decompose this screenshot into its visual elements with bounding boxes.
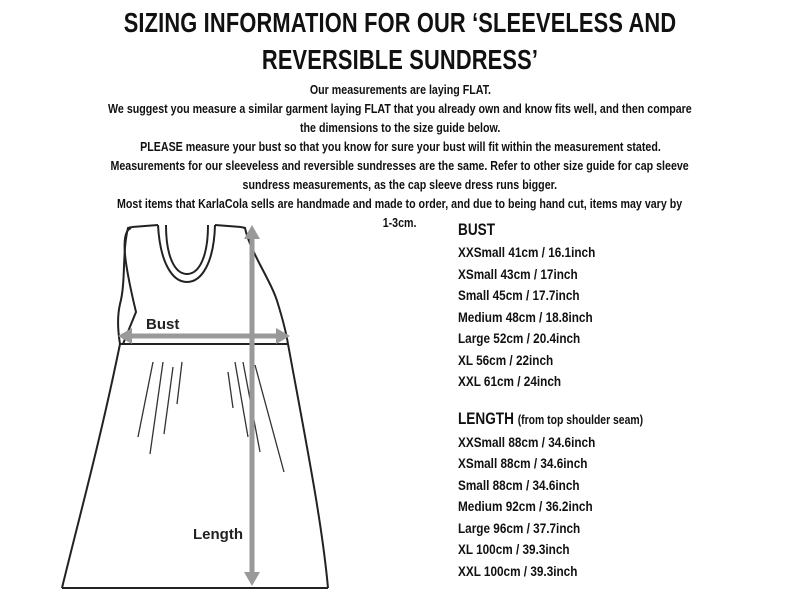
length-label: Length xyxy=(193,526,243,543)
intro-line: sundress measurements, as the cap sleeve dress runs bigger. xyxy=(242,177,558,192)
intro-text xyxy=(0,80,800,232)
list-item: Small 88cm / 34.6inch xyxy=(458,476,580,493)
intro-line: Measurements for our sleeveless and reversible sundresses are the same. Refer to other size guide for cap sleeve xyxy=(110,158,690,173)
list-item: Medium 92cm / 36.2inch xyxy=(458,498,593,514)
bust-size-list xyxy=(458,242,788,393)
dress-diagram xyxy=(60,222,330,592)
list-item: Large 52cm / 20.4inch xyxy=(458,330,581,346)
intro-line: We suggest you measure a similar garment laying FLAT that you already own and know fits well, and then compare xyxy=(108,101,692,116)
list-item: XXL 61cm / 24inch xyxy=(458,373,562,389)
list-item: XL 56cm / 22inch xyxy=(458,351,554,368)
list-item: XXSmall 88cm / 34.6inch xyxy=(458,433,596,450)
list-item: Medium 48cm / 18.8inch xyxy=(458,308,593,325)
title-line-2: REVERSIBLE SUNDRESS’ xyxy=(261,44,539,75)
length-size-list xyxy=(458,432,788,583)
page-title xyxy=(88,4,712,78)
intro-line: the dimensions to the size guide below. xyxy=(299,120,501,135)
length-heading: LENGTH (from top shoulder seam) xyxy=(458,408,644,428)
length-heading-note: (from top shoulder seam) xyxy=(517,411,644,427)
list-item: XXL 100cm / 39.3inch xyxy=(458,562,578,579)
intro-line: Most items that KarlaCola sells are handmade and made to order, and due to being hand cut, items may vary by xyxy=(117,196,683,211)
list-item: XXSmall 41cm / 16.1inch xyxy=(458,244,596,260)
intro-line: 1-3cm. xyxy=(383,215,417,230)
size-guide xyxy=(458,218,788,582)
list-item: Large 96cm / 37.7inch xyxy=(458,519,581,536)
intro-line: Our measurements are laying FLAT. xyxy=(309,82,491,97)
list-item: XL 100cm / 39.3inch xyxy=(458,541,570,557)
list-item: XSmall 88cm / 34.6inch xyxy=(458,455,588,471)
title-line-1: SIZING INFORMATION FOR OUR ‘SLEEVELESS AND xyxy=(123,7,677,38)
intro-line: PLEASE measure your bust so that you know for sure your bust will fit within the measurement stated. xyxy=(139,139,661,154)
list-item: Small 45cm / 17.7inch xyxy=(458,287,580,303)
list-item: XSmall 43cm / 17inch xyxy=(458,265,578,282)
bust-label: Bust xyxy=(146,316,180,333)
bust-heading: BUST xyxy=(458,220,496,239)
